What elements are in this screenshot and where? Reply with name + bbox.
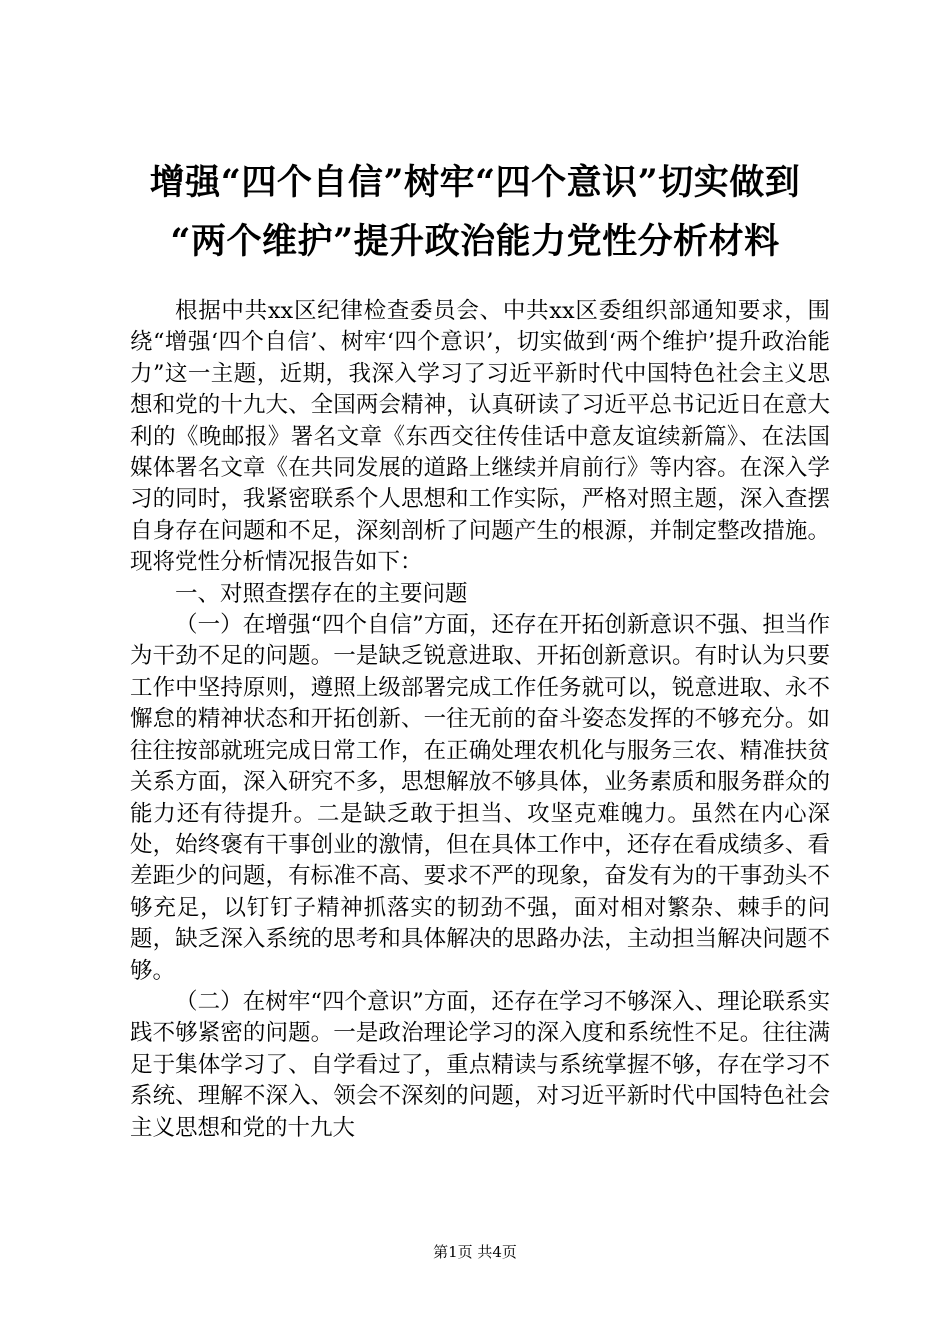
paragraph-four-consciousnesses: （二）在树牢“四个意识”方面，还存在学习不够深入、理论联系实践不够紧密的问题。一是政治理论学习的深入度和系统性不足。往往满足于集体学习了、自学看过了，重点精读与系统掌握不够，存在学习不系统、理解不深入、领会不深刻的问题，对习近平新时代中国特色社会主义思想和党的十九大 [130, 988, 830, 1141]
document-title-line-2: “两个维护”提升政治能力党性分析材料 [170, 221, 780, 262]
document-title-line-1: 增强“四个自信”树牢“四个意识”切实做到 [149, 162, 801, 203]
document-body [130, 296, 830, 1144]
paragraph-four-confidences: （一）在增强“四个自信”方面，还存在开拓创新意识不强、担当作为干劲不足的问题。一是缺乏锐意进取、开拓创新意识。有时认为只要工作中坚持原则，遵照上级部署完成工作任务就可以，锐意进取、永不懈怠的精神状态和开拓创新、一往无前的奋斗姿态发挥的不够充分。如往往按部就班完成日常工作，在正确处理农机化与服务三农、精准扶贫关系方面，深入研究不多，思想解放不够具体，业务素质和服务群众的能力还有待提升。二是缺乏敢于担当、攻坚克难魄力。虽然在内心深处，始终褒有干事创业的激情，但在具体工作中，还存在看成绩多、看差距少的问题，有标准不高、要求不严的现象，奋发有为的干事劲头不够充足，以钉钉子精神抓落实的韧劲不强，面对相对繁杂、棘手的问题，缺乏深入系统的思考和具体解决的思路办法，主动担当解决问题不够。 [130, 612, 830, 984]
page-footer: 第1页 共4页 [433, 1243, 517, 1261]
paragraph-intro: 根据中共xx区纪律检查委员会、中共xx区委组织部通知要求，围绕“增强‘四个自信’、树牢‘四个意识’，切实做到‘两个维护’提升政治能力”这一主题，近期，我深入学习了习近平新时代中国特色社会主义思想和党的十九大、全国两会精神，认真研读了习近平总书记近日在意大利的《晚邮报》署名文章《东西交往传佳话中意友谊续新篇》、在法国媒体署名文章《在共同发展的道路上继续并肩前行》等内容。在深入学习的同时，我紧密联系个人思想和工作实际，严格对照主题，深入查摆自身存在问题和不足，深刻剖析了问题产生的根源，并制定整改措施。现将党性分析情况报告如下： [130, 298, 830, 576]
section-heading: 一、对照查摆存在的主要问题 [175, 580, 468, 607]
